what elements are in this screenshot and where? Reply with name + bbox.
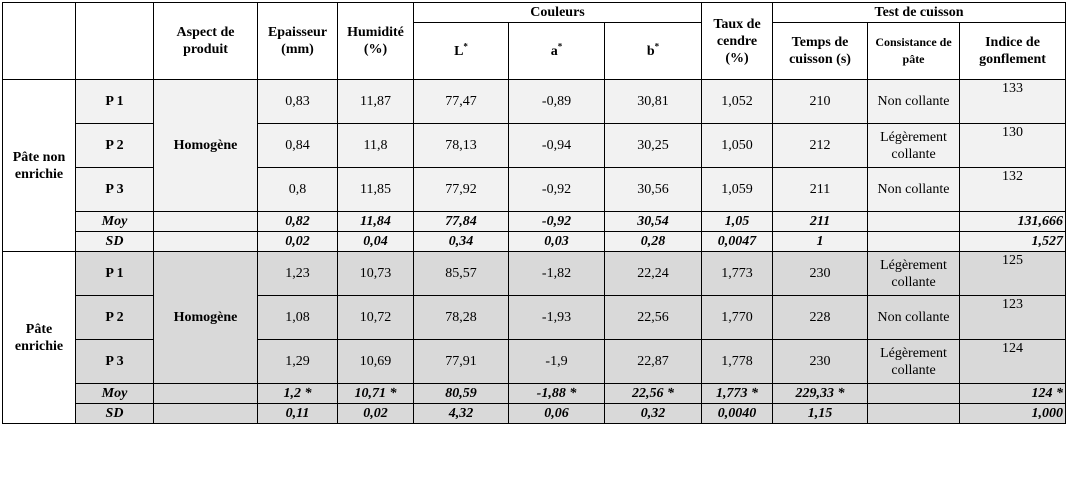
- cell-cendre: 0,0040: [702, 404, 773, 424]
- cell-humidite: 11,85: [338, 168, 414, 212]
- cell-temps: 1: [773, 232, 868, 252]
- cell-consistance-empty: [868, 212, 960, 232]
- cell-indice: 1,000: [960, 404, 1066, 424]
- row-label: SD: [76, 404, 154, 424]
- cell-b: 30,54: [605, 212, 702, 232]
- cell-L: 77,84: [414, 212, 509, 232]
- cell-b: 0,32: [605, 404, 702, 424]
- aspect-cell-empty: [154, 384, 258, 404]
- cell-a: 0,03: [509, 232, 605, 252]
- cell-a: -0,92: [509, 212, 605, 232]
- cell-temps: 230: [773, 340, 868, 384]
- header-test-cuisson: Test de cuisson: [773, 3, 1066, 23]
- cell-cendre: 1,059: [702, 168, 773, 212]
- cell-humidite: 10,69: [338, 340, 414, 384]
- cell-indice: 124: [960, 340, 1066, 384]
- cell-epaisseur: 1,23: [258, 252, 338, 296]
- cell-indice: 124 *: [960, 384, 1066, 404]
- table-row: [3, 80, 1066, 124]
- cell-L: 80,59: [414, 384, 509, 404]
- cell-humidite: 10,73: [338, 252, 414, 296]
- cell-humidite: 0,04: [338, 232, 414, 252]
- cell-L: 77,47: [414, 80, 509, 124]
- cell-consistance: Légèrement collante: [868, 124, 960, 168]
- cell-consistance: Non collante: [868, 80, 960, 124]
- cell-indice: 132: [960, 168, 1066, 212]
- header-epaisseur: Epaisseur (mm): [258, 3, 338, 80]
- row-label: Moy: [76, 212, 154, 232]
- header-cendre: Taux de cendre (%): [702, 3, 773, 80]
- cell-L: 78,13: [414, 124, 509, 168]
- sd-row: [3, 404, 1066, 424]
- header-consistance: Consistance de pâte: [868, 23, 960, 80]
- cell-L: 78,28: [414, 296, 509, 340]
- cell-cendre: 1,05: [702, 212, 773, 232]
- cell-epaisseur: 0,83: [258, 80, 338, 124]
- aspect-cell-empty: [154, 232, 258, 252]
- cell-indice: 123: [960, 296, 1066, 340]
- cell-humidite: 11,87: [338, 80, 414, 124]
- cell-indice: 133: [960, 80, 1066, 124]
- cell-temps: 230: [773, 252, 868, 296]
- cell-humidite: 11,84: [338, 212, 414, 232]
- row-label: SD: [76, 232, 154, 252]
- cell-L: 4,32: [414, 404, 509, 424]
- cell-b: 22,56: [605, 296, 702, 340]
- cell-L: 77,91: [414, 340, 509, 384]
- cell-consistance-empty: [868, 384, 960, 404]
- cell-cendre: 1,773 *: [702, 384, 773, 404]
- cell-consistance-empty: [868, 404, 960, 424]
- header-humidite: Humidité (%): [338, 3, 414, 80]
- row-label: P 1: [76, 80, 154, 124]
- row-label: P 2: [76, 124, 154, 168]
- header-b: b*: [605, 23, 702, 80]
- cell-L: 0,34: [414, 232, 509, 252]
- cell-epaisseur: 0,8: [258, 168, 338, 212]
- cell-indice: 130: [960, 124, 1066, 168]
- aspect-cell: Homogène: [154, 252, 258, 384]
- cell-b: 22,87: [605, 340, 702, 384]
- cell-cendre: 1,052: [702, 80, 773, 124]
- row-label: P 2: [76, 296, 154, 340]
- aspect-cell-empty: [154, 404, 258, 424]
- cell-a: -0,89: [509, 80, 605, 124]
- cell-epaisseur: 0,02: [258, 232, 338, 252]
- cell-a: -0,92: [509, 168, 605, 212]
- cell-temps: 229,33 *: [773, 384, 868, 404]
- cell-indice: 131,666: [960, 212, 1066, 232]
- cell-consistance: Non collante: [868, 168, 960, 212]
- cell-epaisseur: 1,29: [258, 340, 338, 384]
- row-label: P 3: [76, 168, 154, 212]
- corner-cell-1: [3, 3, 76, 80]
- cell-a: -1,88 *: [509, 384, 605, 404]
- cell-L: 85,57: [414, 252, 509, 296]
- cell-temps: 228: [773, 296, 868, 340]
- cell-epaisseur: 1,2 *: [258, 384, 338, 404]
- row-label: Moy: [76, 384, 154, 404]
- cell-humidite: 10,72: [338, 296, 414, 340]
- sd-row: [3, 232, 1066, 252]
- cell-epaisseur: 1,08: [258, 296, 338, 340]
- cell-b: 30,81: [605, 80, 702, 124]
- cell-consistance: Légèrement collante: [868, 340, 960, 384]
- cell-consistance-empty: [868, 232, 960, 252]
- cell-consistance: Légèrement collante: [868, 252, 960, 296]
- cell-temps: 212: [773, 124, 868, 168]
- cell-cendre: 1,770: [702, 296, 773, 340]
- cell-L: 77,92: [414, 168, 509, 212]
- cell-cendre: 1,778: [702, 340, 773, 384]
- cell-humidite: 0,02: [338, 404, 414, 424]
- header-L: L*: [414, 23, 509, 80]
- cell-a: -1,9: [509, 340, 605, 384]
- cell-b: 30,25: [605, 124, 702, 168]
- cell-indice: 125: [960, 252, 1066, 296]
- aspect-cell-empty: [154, 212, 258, 232]
- header-indice: Indice de gonflement: [960, 23, 1066, 80]
- cell-b: 30,56: [605, 168, 702, 212]
- cell-a: -1,82: [509, 252, 605, 296]
- mean-row: [3, 384, 1066, 404]
- corner-cell-2: [76, 3, 154, 80]
- cell-humidite: 11,8: [338, 124, 414, 168]
- group-label: Pâte enrichie: [3, 252, 76, 424]
- cell-b: 0,28: [605, 232, 702, 252]
- cell-humidite: 10,71 *: [338, 384, 414, 404]
- cell-consistance: Non collante: [868, 296, 960, 340]
- cell-indice: 1,527: [960, 232, 1066, 252]
- cell-epaisseur: 0,11: [258, 404, 338, 424]
- cell-temps: 210: [773, 80, 868, 124]
- cell-temps: 211: [773, 212, 868, 232]
- cell-a: -1,93: [509, 296, 605, 340]
- aspect-cell: Homogène: [154, 80, 258, 212]
- cell-a: -0,94: [509, 124, 605, 168]
- row-label: P 1: [76, 252, 154, 296]
- cell-cendre: 0,0047: [702, 232, 773, 252]
- cell-a: 0,06: [509, 404, 605, 424]
- results-table: [2, 2, 1066, 424]
- header-couleurs: Couleurs: [414, 3, 702, 23]
- cell-b: 22,56 *: [605, 384, 702, 404]
- header-temps: Temps de cuisson (s): [773, 23, 868, 80]
- group-label: Pâte non enrichie: [3, 80, 76, 252]
- table-row: [3, 252, 1066, 296]
- cell-epaisseur: 0,82: [258, 212, 338, 232]
- cell-b: 22,24: [605, 252, 702, 296]
- header-a: a*: [509, 23, 605, 80]
- cell-cendre: 1,773: [702, 252, 773, 296]
- cell-epaisseur: 0,84: [258, 124, 338, 168]
- cell-temps: 211: [773, 168, 868, 212]
- cell-cendre: 1,050: [702, 124, 773, 168]
- cell-temps: 1,15: [773, 404, 868, 424]
- mean-row: [3, 212, 1066, 232]
- row-label: P 3: [76, 340, 154, 384]
- header-aspect: Aspect de produit: [154, 3, 258, 80]
